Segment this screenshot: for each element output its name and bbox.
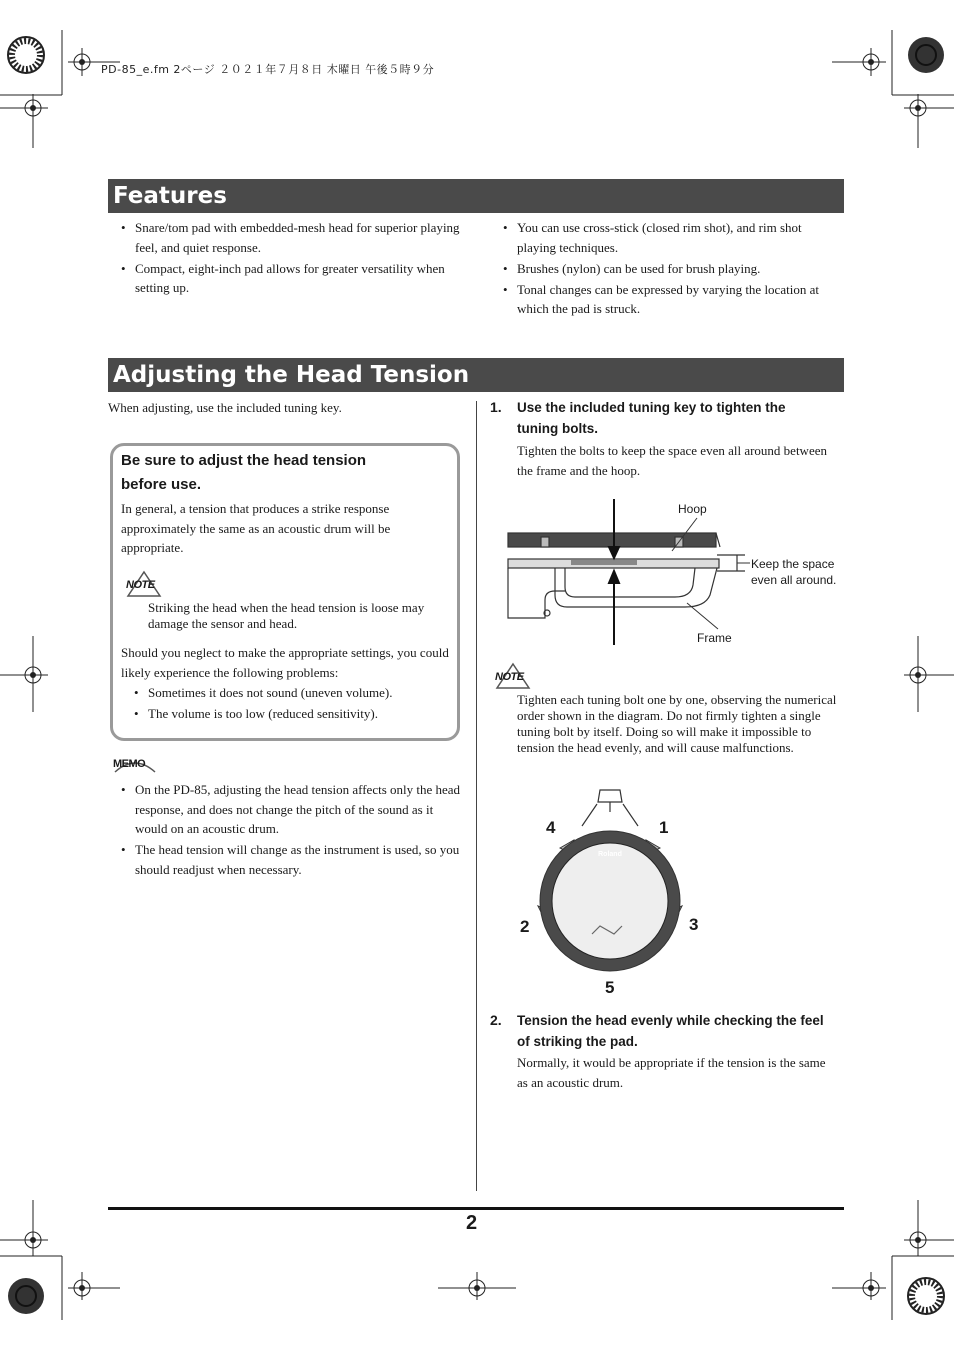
list-item: • You can use cross-stick (closed rim shot), and rim shot playing techniques. bbox=[503, 218, 843, 257]
memo-icon bbox=[112, 754, 158, 776]
note-label: NOTE bbox=[126, 579, 155, 591]
column-divider bbox=[476, 401, 477, 1191]
keep-space-label bbox=[751, 556, 836, 588]
pad-top-diagram bbox=[530, 786, 710, 981]
list-item: • The volume is too low (reduced sensitivity). bbox=[134, 704, 444, 724]
step-1-title bbox=[517, 397, 847, 439]
note-icon bbox=[493, 662, 533, 690]
features-heading bbox=[108, 179, 844, 213]
list-item: • Sometimes it does not sound (uneven volume). bbox=[134, 683, 444, 703]
keep-space-line: even all around. bbox=[751, 573, 837, 587]
step-2-title-line: of striking the pad. bbox=[517, 1034, 638, 1049]
bolt-number: 3 bbox=[689, 915, 699, 934]
bolt-number: 4 bbox=[546, 818, 556, 837]
caution-text: In general, a tension that produces a strike response approximately the same as an acoustic drum will be appropriate. bbox=[121, 501, 391, 555]
footer-rule bbox=[108, 1207, 844, 1210]
bolt-number: 1 bbox=[659, 818, 669, 837]
caution-title-line: before use. bbox=[121, 476, 202, 493]
hoop-label: Hoop bbox=[678, 502, 707, 516]
step-1-text: Tighten the bolts to keep the space even all around between the frame and the hoop. bbox=[517, 443, 827, 478]
pad-brand-text: Roland bbox=[598, 851, 622, 858]
problems-text: Should you neglect to make the appropriate settings, you could likely experience the following problems: bbox=[121, 645, 449, 680]
list-item: • Snare/tom pad with embedded-mesh head for superior playing feel, and quiet response. bbox=[121, 218, 461, 257]
step-1-title-line: Use the included tuning key to tighten the bbox=[517, 400, 786, 415]
step-2-title-line: Tension the head evenly while checking the feel bbox=[517, 1013, 824, 1028]
step-2-title bbox=[517, 1010, 847, 1052]
note-2-text: Tighten each tuning bolt one by one, observing the numerical order shown in the diagram. Do not firmly tighten a single tuning bolt by itself. Doing so will make it impossible to tension the head evenly, and will cause malfunctions. bbox=[517, 692, 837, 755]
caution-title bbox=[121, 449, 451, 497]
list-item: • On the PD-85, adjusting the head tension affects only the head response, and does not change the pitch of the sound as it would on an acoustic drum. bbox=[121, 780, 461, 839]
tension-title: Adjusting the Head Tension bbox=[113, 362, 470, 388]
step-2-number: 2. bbox=[490, 1012, 502, 1028]
step-1-title-line: tuning bolts. bbox=[517, 421, 598, 436]
print-header: PD-85_e.fm 2ページ ２０２１年７月８日 木曜日 午後５時９分 bbox=[101, 63, 435, 76]
list-item: • Brushes (nylon) can be used for brush playing. bbox=[503, 259, 843, 279]
keep-space-line: Keep the space bbox=[751, 557, 835, 571]
bolt-number: 5 bbox=[605, 978, 615, 997]
note-icon bbox=[124, 570, 164, 598]
list-item: • The head tension will change as the instrument is used, so you should readjust when necessary. bbox=[121, 840, 461, 879]
note-text: Striking the head when the head tension is loose may damage the sensor and head. bbox=[148, 600, 425, 631]
caution-title-line: Be sure to adjust the head tension bbox=[121, 452, 367, 469]
memo-list bbox=[121, 780, 461, 881]
list-item: • Compact, eight-inch pad allows for greater versatility when setting up. bbox=[121, 259, 461, 298]
problems-list bbox=[134, 683, 444, 725]
features-list-left bbox=[121, 218, 461, 299]
features-title: Features bbox=[113, 183, 227, 209]
step-2-text: Normally, it would be appropriate if the tension is the same as an acoustic drum. bbox=[517, 1055, 826, 1090]
memo-label: MEMO bbox=[113, 758, 146, 770]
step-1-number: 1. bbox=[490, 399, 502, 415]
tension-heading bbox=[108, 358, 844, 392]
page-number: 2 bbox=[466, 1212, 478, 1234]
bolt-number: 2 bbox=[520, 917, 530, 936]
features-list-right bbox=[503, 218, 843, 320]
list-item: • Tonal changes can be expressed by varying the location at which the pad is struck. bbox=[503, 280, 843, 319]
frame-label: Frame bbox=[697, 631, 732, 645]
note-label: NOTE bbox=[495, 671, 524, 683]
intro-text: When adjusting, use the included tuning key. bbox=[108, 400, 342, 415]
